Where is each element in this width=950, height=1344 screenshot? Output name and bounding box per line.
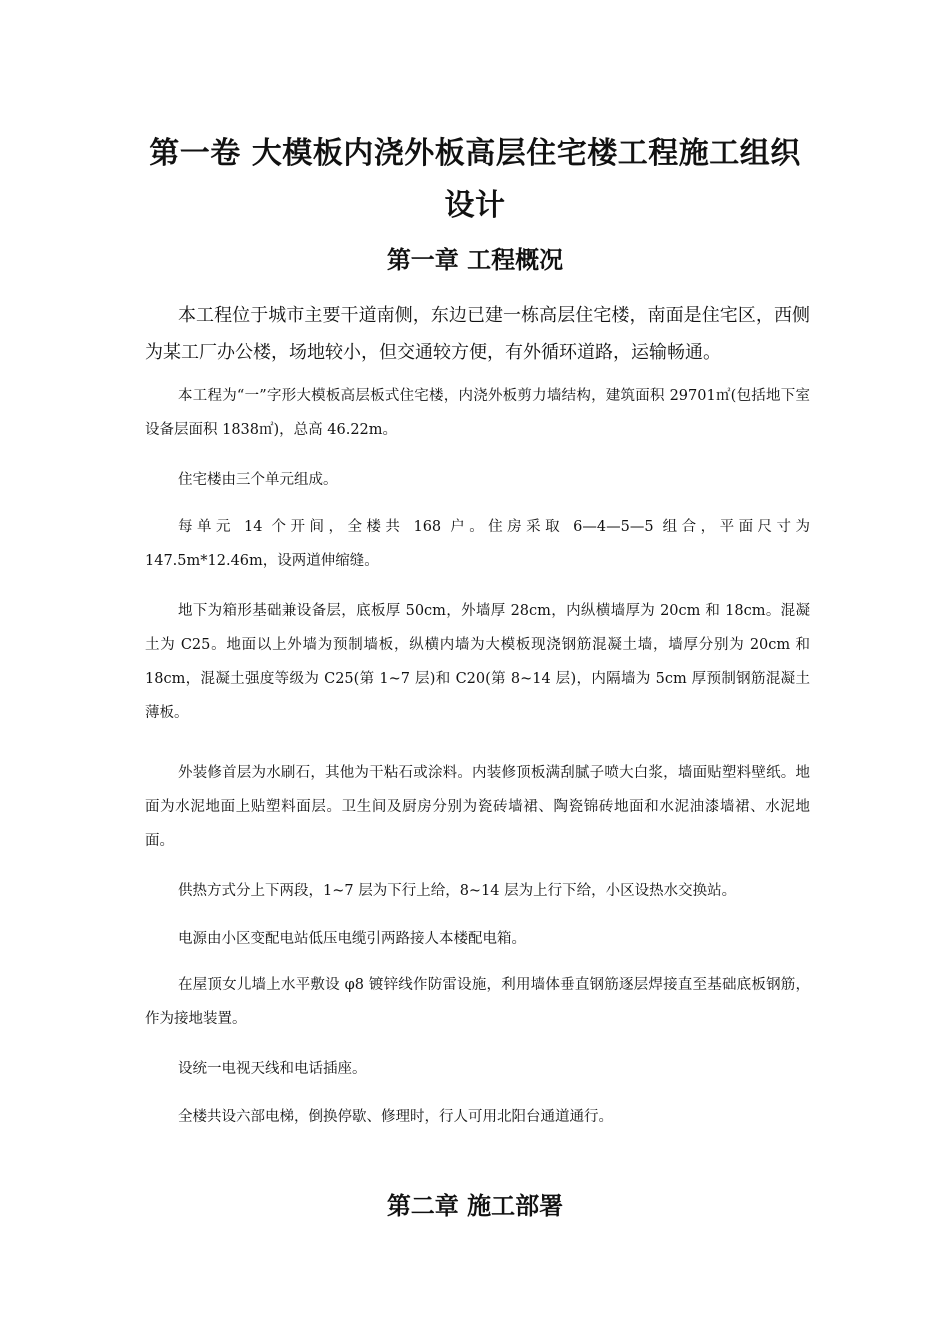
chapter-2-heading: 第二章 施工部署: [386, 1192, 564, 1220]
paragraph-layout: 每单元 14 个开间，全楼共 168 户。住房采取 6—4—5—5 组合，平面尺寸为 147.5m*12.46m，设两道伸缩缝。: [145, 519, 810, 569]
paragraph-tv-phone: 设统一电视天线和电话插座。: [178, 1061, 367, 1077]
paragraph-lightning: 在屋顶女儿墙上水平敷设 φ8 镀锌线作防雷设施，利用墙体垂直钢筋逐层焊接直至基础底板钢筋，作为接地装置。: [145, 977, 810, 1027]
paragraph-power: 电源由小区变配电站低压电缆引两路接人本楼配电箱。: [178, 931, 526, 947]
paragraph-finishes: 外装修首层为水刷石，其他为干粘石或涂料。内装修顶板满刮腻子喷大白浆，墙面贴塑料壁纸。地面为水泥地面上贴塑料面层。卫生间及厨房分别为瓷砖墙裙、陶瓷锦砖地面和水泥油漆墙裙、水泥地面。: [145, 765, 810, 849]
paragraph-elevators: 全楼共设六部电梯，倒换停歇、修理时，行人可用北阳台通道通行。: [178, 1109, 613, 1125]
paragraph-structure: 地下为箱形基础兼设备层，底板厚 50cm，外墙厚 28cm，内纵横墙厚为 20cm 和 18cm。混凝土为 C25。地面以上外墙为预制墙板，纵横内墙为大模板现浇钢筋混凝土墙，墙厚分别为 20cm 和 18cm，混凝土强度等级为 C25(第 1~7 层)和 C20(第 8~14 层)，内隔墙为 5cm 厚预制钢筋混凝土薄板。: [145, 603, 810, 721]
chapter-1-heading: 第一章 工程概况: [386, 246, 564, 274]
paragraph-heating: 供热方式分上下两段，1~7 层为下行上给，8~14 层为上行下给，小区设热水交换站。: [178, 883, 737, 899]
paragraph-building-area: 本工程为“一”字形大模板高层板式住宅楼，内浇外板剪力墙结构，建筑面积 29701㎡(包括地下室设备层面积 1838㎡)，总高 46.22m。: [145, 388, 810, 438]
document-title: 第一卷 大模板内浇外板高层住宅楼工程施工组织设计: [149, 136, 801, 223]
paragraph-location: 本工程位于城市主要干道南侧，东边已建一栋高层住宅楼，南面是住宅区，西侧为某工厂办公楼，场地较小，但交通较方便，有外循环道路，运输畅通。: [145, 305, 810, 363]
paragraph-units: 住宅楼由三个单元组成。: [178, 472, 338, 488]
